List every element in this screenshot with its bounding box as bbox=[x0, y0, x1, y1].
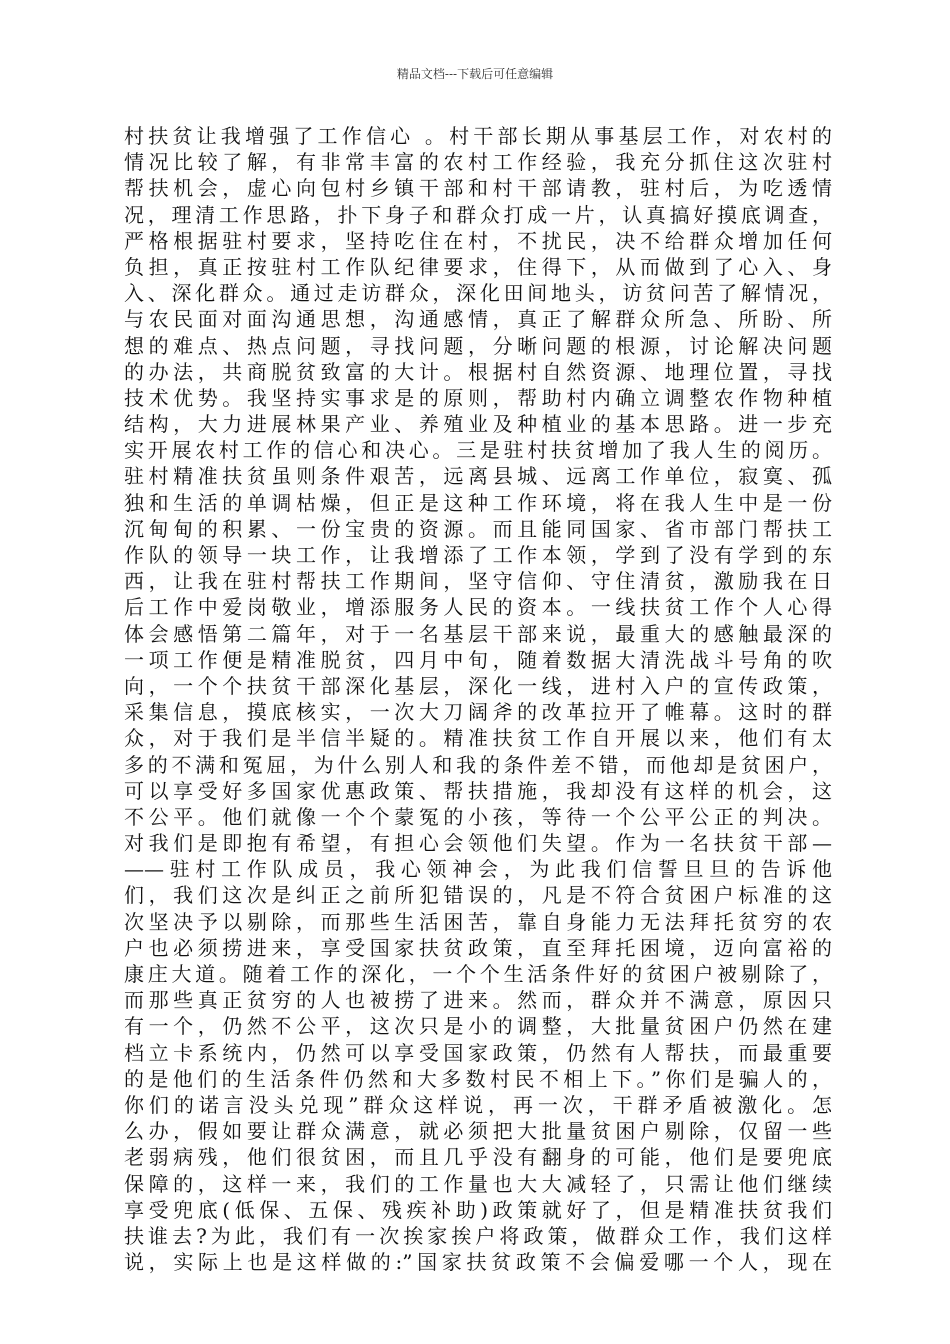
text-line: 技术优势。我坚持实事求是的原则，帮助村内确立调整农作物种植 bbox=[124, 385, 832, 410]
text-line: 结构，大力进展林果产业、养殖业及种植业的基本思路。进一步充 bbox=[124, 412, 832, 437]
text-line: 负担，真正按驻村工作队纪律要求，住得下，从而做到了心入、身 bbox=[124, 254, 832, 279]
text-line: 作队的领导一块工作，让我增添了工作本领，学到了没有学到的东 bbox=[124, 543, 832, 567]
text-line: 扶谁去?为此，我们有一次挨家挨户将政策，做群众工作，我们这样 bbox=[124, 1223, 832, 1248]
text-line: 们，我们这次是纠正之前所犯错误的，凡是不符合贫困户标准的这 bbox=[124, 883, 832, 908]
text-line: 户也必须捞进来，享受国家扶贫政策，直至拜托困境，迈向富裕的 bbox=[124, 935, 832, 960]
text-line: 么办，假如要让群众满意，就必须把大批量贫困户剔除，仅留一些 bbox=[124, 1119, 832, 1144]
text-line: 老弱病残，他们很贫困，而且几乎没有翻身的可能，他们是要兜底 bbox=[124, 1145, 832, 1170]
text-line: 沉甸甸的积累、一份宝贵的资源。而且能同国家、省市部门帮扶工 bbox=[124, 516, 832, 541]
text-line: 而那些真正贫穷的人也被捞了进来。然而，群众并不满意，原因只 bbox=[124, 988, 832, 1013]
text-line: 村扶贫让我增强了工作信心 。村干部长期从事基层工作，对农村的 bbox=[124, 124, 832, 148]
text-line: 况，理清工作思路，扑下身子和群众打成一片，认真搞好摸底调查， bbox=[124, 202, 832, 227]
page-header: 精品文档---下载后可任意编辑 bbox=[396, 67, 554, 81]
text-line: ——驻村工作队成员，我心领神会，为此我们信誓旦旦的告诉他 bbox=[124, 857, 832, 882]
text-line: 不公平。他们就像一个个蒙冤的小孩，等待一个公平公正的判决。 bbox=[124, 804, 832, 829]
text-line: 实开展农村工作的信心和决心。三是驻村扶贫增加了我人生的阅历。 bbox=[124, 438, 832, 463]
text-line: 一项工作便是精准脱贫，四月中旬，随着数据大清洗战斗号角的吹 bbox=[124, 647, 832, 672]
body-paragraph bbox=[124, 123, 832, 1275]
text-line: 西，让我在驻村帮扶工作期间，坚守信仰、守住清贫，激励我在日 bbox=[124, 569, 832, 594]
text-line: 说，实际上也是这样做的:”国家扶贫政策不会偏爱哪一个人，现在 bbox=[124, 1250, 832, 1275]
text-line: 次坚决予以剔除，而那些生活困苦，靠自身能力无法拜托贫穷的农 bbox=[124, 909, 832, 934]
text-line: 情况比较了解，有非常丰富的农村工作经验，我充分抓住这次驻村 bbox=[124, 150, 832, 175]
text-line: 的是他们的生活条件仍然和大多数村民不相上下。”你们是骗人的， bbox=[124, 1066, 832, 1091]
text-line: 你们的诺言没头兑现”群众这样说，再一次，干群矛盾被激化。怎 bbox=[124, 1092, 832, 1117]
text-line: 驻村精准扶贫虽则条件艰苦，远离县城、远离工作单位，寂寞、孤 bbox=[124, 464, 832, 489]
text-line: 严格根据驻村要求，坚持吃住在村，不扰民，决不给群众增加任何 bbox=[124, 228, 832, 253]
text-line: 向，一个个扶贫干部深化基层，深化一线，进村入户的宣传政策， bbox=[124, 673, 832, 698]
text-line: 想的难点、热点问题，寻找问题，分晰问题的根源，讨论解决问题 bbox=[124, 333, 832, 358]
text-line: 的办法，共商脱贫致富的大计。根据村自然资源、地理位置，寻找 bbox=[124, 359, 832, 384]
text-line: 采集信息，摸底核实，一次大刀阔斧的改革拉开了帷幕。这时的群 bbox=[124, 700, 832, 725]
text-line: 档立卡系统内，仍然可以享受国家政策，仍然有人帮扶，而最重要 bbox=[124, 1040, 832, 1065]
text-line: 入、深化群众。通过走访群众，深化田间地头，访贫问苦了解情况， bbox=[124, 281, 832, 306]
text-line: 康庄大道。随着工作的深化，一个个生活条件好的贫困户被剔除了， bbox=[124, 962, 832, 986]
text-line: 独和生活的单调枯燥，但正是这种工作环境，将在我人生中是一份 bbox=[124, 490, 832, 515]
text-line: 帮扶机会，虚心向包村乡镇干部和村干部请教，驻村后，为吃透情 bbox=[124, 176, 832, 201]
text-line: 众，对于我们是半信半疑的。精准扶贫工作自开展以来，他们有太 bbox=[124, 726, 832, 751]
text-line: 可以享受好多国家优惠政策、帮扶措施，我却没有这样的机会，这 bbox=[124, 778, 832, 803]
text-line: 体会感悟第二篇年，对于一名基层干部来说，最重大的感触最深的 bbox=[124, 621, 832, 646]
text-line: 享受兜底(低保、五保、残疾补助)政策就好了，但是精准扶贫我们 bbox=[124, 1197, 832, 1222]
text-line: 后工作中爱岗敬业，增添服务人民的资本。一线扶贫工作个人心得 bbox=[124, 595, 832, 620]
text-line: 有一个，仍然不公平，这次只是小的调整，大批量贫困户仍然在建 bbox=[124, 1014, 832, 1039]
text-line: 多的不满和冤屈，为什么别人和我的条件差不错，而他却是贫困户， bbox=[124, 752, 832, 777]
text-line: 与农民面对面沟通思想，沟通感情，真正了解群众所急、所盼、所 bbox=[124, 307, 832, 332]
text-line: 对我们是即抱有希望，有担心会领他们失望。作为一名扶贫干部— bbox=[124, 831, 832, 856]
text-line: 保障的，这样一来，我们的工作量也大大减轻了，只需让他们继续 bbox=[124, 1171, 832, 1196]
